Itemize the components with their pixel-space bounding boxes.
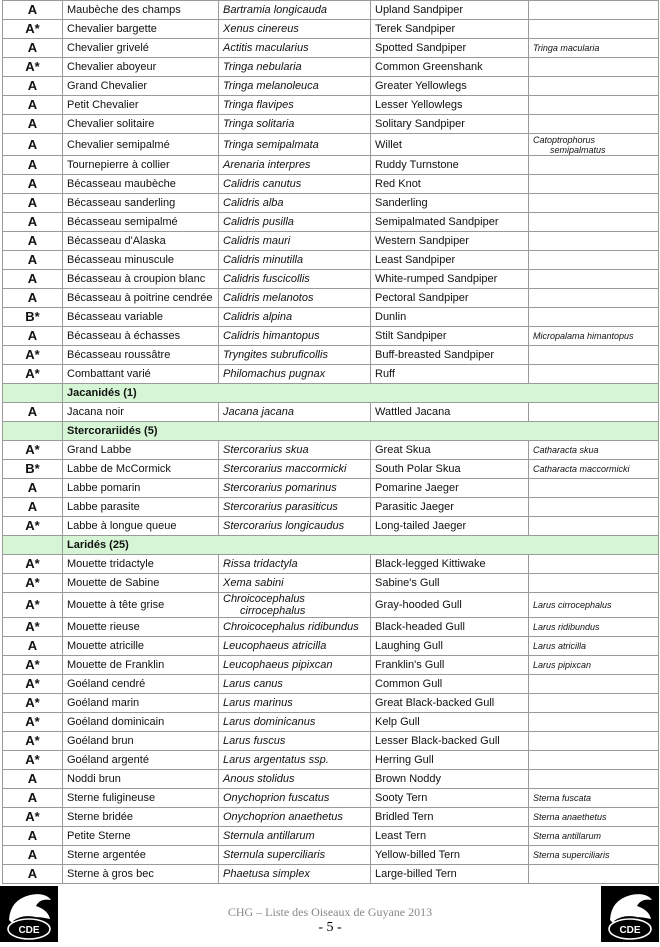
french-name: Goéland cendré (63, 675, 219, 694)
scientific-name: Tringa solitaria (219, 115, 371, 134)
status-code: A* (3, 58, 63, 77)
synonym (529, 115, 659, 134)
species-row (3, 289, 659, 308)
french-name: Goéland marin (63, 694, 219, 713)
english-name: Ruff (371, 365, 529, 384)
synonym (529, 732, 659, 751)
section-title: Laridés (25) (63, 536, 659, 555)
species-row (3, 115, 659, 134)
french-name: Combattant varié (63, 365, 219, 384)
status-code: A* (3, 517, 63, 536)
synonym-line: semipalmatus (550, 144, 606, 155)
status-code: A (3, 289, 63, 308)
scientific-name: Anous stolidus (219, 770, 371, 789)
status-code: B* (3, 460, 63, 479)
status-code: A (3, 232, 63, 251)
status-code: A (3, 865, 63, 884)
english-name: Red Knot (371, 175, 529, 194)
scientific-name: Calidris himantopus (219, 327, 371, 346)
french-name: Mouette à tête grise (63, 593, 219, 618)
english-name: Terek Sandpiper (371, 20, 529, 39)
english-name: Parasitic Jaeger (371, 498, 529, 517)
english-name: Greater Yellowlegs (371, 77, 529, 96)
logo-text: CDE (619, 925, 641, 936)
synonym (529, 365, 659, 384)
species-row (3, 365, 659, 384)
scientific-name: Stercorarius maccormicki (219, 460, 371, 479)
english-name: Buff-breasted Sandpiper (371, 346, 529, 365)
footer-title: CHG – Liste des Oiseaux de Guyane 2013 (227, 905, 433, 919)
species-row (3, 175, 659, 194)
species-row (3, 713, 659, 732)
status-code: A* (3, 732, 63, 751)
scientific-name: Calidris canutus (219, 175, 371, 194)
species-row (3, 270, 659, 289)
status-code: A (3, 270, 63, 289)
french-name: Mouette atricille (63, 637, 219, 656)
scientific-name: Bartramia longicauda (219, 1, 371, 20)
french-name: Noddi brun (63, 770, 219, 789)
french-name: Bécasseau semipalmé (63, 213, 219, 232)
status-code: A (3, 39, 63, 58)
english-name: Kelp Gull (371, 713, 529, 732)
english-name: Lesser Black-backed Gull (371, 732, 529, 751)
english-name: White-rumped Sandpiper (371, 270, 529, 289)
species-row (3, 403, 659, 422)
english-name: Sooty Tern (371, 789, 529, 808)
scientific-name: Stercorarius pomarinus (219, 479, 371, 498)
synonym (529, 175, 659, 194)
species-row (3, 789, 659, 808)
synonym: Larus cirrocephalus (529, 593, 659, 618)
page-number: - 5 - (318, 920, 342, 935)
english-name: Dunlin (371, 308, 529, 327)
scientific-name: Sternula antillarum (219, 827, 371, 846)
status-code: A (3, 96, 63, 115)
scientific-name: Stercorarius longicaudus (219, 517, 371, 536)
synonym (529, 1, 659, 20)
synonym: Micropalama himantopus (529, 327, 659, 346)
english-name: Willet (371, 134, 529, 156)
scientific-name: Calidris minutilla (219, 251, 371, 270)
status-code: A (3, 827, 63, 846)
bird-logo-icon (0, 886, 58, 942)
scientific-name: Jacana jacana (219, 403, 371, 422)
species-row (3, 479, 659, 498)
french-name: Labbe de McCormick (63, 460, 219, 479)
synonym (529, 194, 659, 213)
scientific-name: Tringa flavipes (219, 96, 371, 115)
species-row (3, 460, 659, 479)
species-row (3, 346, 659, 365)
english-name: Pectoral Sandpiper (371, 289, 529, 308)
synonym (529, 77, 659, 96)
french-name: Tournepierre à collier (63, 156, 219, 175)
status-code: A (3, 637, 63, 656)
scientific-name: Chroicocephalus ridibundus (219, 618, 371, 637)
synonym (529, 346, 659, 365)
species-row (3, 327, 659, 346)
species-row (3, 20, 659, 39)
synonym: Catharacta skua (529, 441, 659, 460)
status-code: A (3, 1, 63, 20)
species-row (3, 555, 659, 574)
scientific-name: Calidris fuscicollis (219, 270, 371, 289)
english-name: Great Black-backed Gull (371, 694, 529, 713)
status-code: A* (3, 555, 63, 574)
species-row (3, 637, 659, 656)
scientific-name: Arenaria interpres (219, 156, 371, 175)
species-row (3, 846, 659, 865)
english-name: Lesser Yellowlegs (371, 96, 529, 115)
english-name: Upland Sandpiper (371, 1, 529, 20)
french-name: Chevalier aboyeur (63, 58, 219, 77)
english-name: Black-legged Kittiwake (371, 555, 529, 574)
page-footer (150, 905, 510, 936)
species-row (3, 618, 659, 637)
species-row (3, 39, 659, 58)
french-name: Labbe à longue queue (63, 517, 219, 536)
status-code: A* (3, 694, 63, 713)
synonym (529, 232, 659, 251)
scientific-name: Larus dominicanus (219, 713, 371, 732)
status-code: A (3, 846, 63, 865)
species-row (3, 808, 659, 827)
section-spacer (3, 384, 63, 403)
synonym: Tringa macularia (529, 39, 659, 58)
scientific-name: Philomachus pugnax (219, 365, 371, 384)
synonym (529, 770, 659, 789)
scientific-name: Actitis macularius (219, 39, 371, 58)
english-name: Wattled Jacana (371, 403, 529, 422)
french-name: Mouette tridactyle (63, 555, 219, 574)
french-name: Mouette rieuse (63, 618, 219, 637)
synonym (529, 675, 659, 694)
scientific-name: Calidris melanotos (219, 289, 371, 308)
synonym (529, 20, 659, 39)
section-header-row (3, 384, 659, 403)
status-code: A (3, 327, 63, 346)
status-code: A* (3, 346, 63, 365)
french-name: Goéland brun (63, 732, 219, 751)
french-name: Maubèche des champs (63, 1, 219, 20)
english-name: Long-tailed Jaeger (371, 517, 529, 536)
synonym (529, 134, 659, 156)
status-code: A (3, 213, 63, 232)
synonym (529, 308, 659, 327)
status-code: A* (3, 751, 63, 770)
synonym (529, 270, 659, 289)
scientific-name: Tringa semipalmata (219, 134, 371, 156)
species-row (3, 593, 659, 618)
synonym (529, 213, 659, 232)
species-row (3, 732, 659, 751)
english-name: Least Sandpiper (371, 251, 529, 270)
french-name: Sterne fuligineuse (63, 789, 219, 808)
species-table (2, 0, 659, 884)
synonym (529, 289, 659, 308)
english-name: Laughing Gull (371, 637, 529, 656)
french-name: Petit Chevalier (63, 96, 219, 115)
french-name: Bécasseau minuscule (63, 251, 219, 270)
english-name: Black-headed Gull (371, 618, 529, 637)
scientific-name: Stercorarius parasiticus (219, 498, 371, 517)
species-row (3, 96, 659, 115)
english-name: Brown Noddy (371, 770, 529, 789)
english-name: Gray-hooded Gull (371, 593, 529, 618)
french-name: Sterne à gros bec (63, 865, 219, 884)
french-name: Bécasseau à croupion blanc (63, 270, 219, 289)
section-spacer (3, 422, 63, 441)
english-name: Bridled Tern (371, 808, 529, 827)
scientific-name: Xenus cinereus (219, 20, 371, 39)
english-name: Pomarine Jaeger (371, 479, 529, 498)
status-code: A (3, 403, 63, 422)
english-name: Great Skua (371, 441, 529, 460)
synonym-line: Catoptrophorus (533, 134, 596, 145)
french-name: Bécasseau à poitrine cendrée (63, 289, 219, 308)
synonym: Sterna antillarum (529, 827, 659, 846)
english-name: Sanderling (371, 194, 529, 213)
status-code: A* (3, 20, 63, 39)
french-name: Bécasseau à échasses (63, 327, 219, 346)
species-row (3, 574, 659, 593)
species-row (3, 656, 659, 675)
species-row (3, 58, 659, 77)
species-row (3, 694, 659, 713)
scientific-name: Larus canus (219, 675, 371, 694)
french-name: Labbe pomarin (63, 479, 219, 498)
species-row (3, 517, 659, 536)
french-name: Goéland dominicain (63, 713, 219, 732)
synonym (529, 403, 659, 422)
english-name: Ruddy Turnstone (371, 156, 529, 175)
status-code: A (3, 789, 63, 808)
french-name: Goéland argenté (63, 751, 219, 770)
french-name: Grand Chevalier (63, 77, 219, 96)
scientific-name: Calidris alba (219, 194, 371, 213)
english-name: Yellow-billed Tern (371, 846, 529, 865)
english-name: Common Gull (371, 675, 529, 694)
scientific-name: Leucophaeus atricilla (219, 637, 371, 656)
status-code: A (3, 115, 63, 134)
section-header-row (3, 536, 659, 555)
species-row (3, 675, 659, 694)
french-name: Labbe parasite (63, 498, 219, 517)
english-name: Common Greenshank (371, 58, 529, 77)
french-name: Petite Sterne (63, 827, 219, 846)
english-name: Franklin's Gull (371, 656, 529, 675)
scientific-name: Larus marinus (219, 694, 371, 713)
french-name: Chevalier semipalmé (63, 134, 219, 156)
synonym (529, 751, 659, 770)
species-row (3, 77, 659, 96)
species-row (3, 156, 659, 175)
synonym (529, 517, 659, 536)
species-row (3, 251, 659, 270)
english-name: Least Tern (371, 827, 529, 846)
synonym (529, 574, 659, 593)
status-code: A* (3, 675, 63, 694)
french-name: Chevalier bargette (63, 20, 219, 39)
species-row (3, 232, 659, 251)
french-name: Grand Labbe (63, 441, 219, 460)
synonym (529, 713, 659, 732)
status-code: A (3, 175, 63, 194)
section-header-row (3, 422, 659, 441)
synonym: Sterna fuscata (529, 789, 659, 808)
scientific-name: Onychoprion fuscatus (219, 789, 371, 808)
scientific-name: Calidris mauri (219, 232, 371, 251)
english-name: Herring Gull (371, 751, 529, 770)
synonym (529, 156, 659, 175)
french-name: Bécasseau roussâtre (63, 346, 219, 365)
french-name: Sterne bridée (63, 808, 219, 827)
french-name: Mouette de Franklin (63, 656, 219, 675)
cde-logo-right (601, 886, 659, 942)
french-name: Bécasseau sanderling (63, 194, 219, 213)
species-row (3, 770, 659, 789)
species-row (3, 441, 659, 460)
synonym: Larus ridibundus (529, 618, 659, 637)
synonym (529, 694, 659, 713)
synonym (529, 251, 659, 270)
synonym (529, 96, 659, 115)
status-code: A* (3, 593, 63, 618)
scientific-name: Sternula superciliaris (219, 846, 371, 865)
french-name: Mouette de Sabine (63, 574, 219, 593)
species-row (3, 213, 659, 232)
status-code: A (3, 251, 63, 270)
scientific-name: Tringa melanoleuca (219, 77, 371, 96)
status-code: A (3, 156, 63, 175)
status-code: A (3, 479, 63, 498)
english-name: Stilt Sandpiper (371, 327, 529, 346)
scientific-name: Tringa nebularia (219, 58, 371, 77)
french-name: Chevalier grivelé (63, 39, 219, 58)
scientific-name: Calidris alpina (219, 308, 371, 327)
species-row (3, 865, 659, 884)
scientific-name: Onychoprion anaethetus (219, 808, 371, 827)
scientific-name: Xema sabini (219, 574, 371, 593)
synonym (529, 555, 659, 574)
status-code: A* (3, 574, 63, 593)
french-name: Sterne argentée (63, 846, 219, 865)
english-name: Solitary Sandpiper (371, 115, 529, 134)
synonym (529, 58, 659, 77)
status-code: A* (3, 618, 63, 637)
status-code: A (3, 194, 63, 213)
english-name: South Polar Skua (371, 460, 529, 479)
species-row (3, 827, 659, 846)
status-code: A (3, 77, 63, 96)
species-row (3, 308, 659, 327)
synonym (529, 479, 659, 498)
bird-logo-icon (601, 886, 659, 942)
english-name: Sabine's Gull (371, 574, 529, 593)
synonym: Sterna superciliaris (529, 846, 659, 865)
synonym: Catharacta maccormicki (529, 460, 659, 479)
scientific-name: Stercorarius skua (219, 441, 371, 460)
status-code: A (3, 498, 63, 517)
synonym: Larus pipixcan (529, 656, 659, 675)
scientific-name: Tryngites subruficollis (219, 346, 371, 365)
status-code: A* (3, 656, 63, 675)
species-row (3, 1, 659, 20)
english-name: Spotted Sandpiper (371, 39, 529, 58)
status-code: A (3, 134, 63, 156)
french-name: Chevalier solitaire (63, 115, 219, 134)
section-title: Stercorariidés (5) (63, 422, 659, 441)
status-code: A* (3, 713, 63, 732)
synonym: Sterna anaethetus (529, 808, 659, 827)
cde-logo-left (0, 886, 58, 942)
synonym (529, 865, 659, 884)
scientific-name: Phaetusa simplex (219, 865, 371, 884)
species-row (3, 134, 659, 156)
status-code: A* (3, 441, 63, 460)
status-code: B* (3, 308, 63, 327)
english-name: Western Sandpiper (371, 232, 529, 251)
scientific-name: Leucophaeus pipixcan (219, 656, 371, 675)
scientific-name: Larus argentatus ssp. (219, 751, 371, 770)
scientific-name: Rissa tridactyla (219, 555, 371, 574)
species-row (3, 194, 659, 213)
scientific-name (219, 593, 371, 618)
logo-text: CDE (18, 925, 40, 936)
status-code: A* (3, 365, 63, 384)
scientific-name-line: Chroicocephalus (223, 593, 305, 605)
status-code: A* (3, 808, 63, 827)
scientific-name: Calidris pusilla (219, 213, 371, 232)
french-name: Bécasseau d'Alaska (63, 232, 219, 251)
french-name: Bécasseau variable (63, 308, 219, 327)
synonym: Larus atricilla (529, 637, 659, 656)
section-spacer (3, 536, 63, 555)
section-title: Jacanidés (1) (63, 384, 659, 403)
species-row (3, 751, 659, 770)
french-name: Jacana noir (63, 403, 219, 422)
scientific-name: Larus fuscus (219, 732, 371, 751)
english-name: Large-billed Tern (371, 865, 529, 884)
french-name: Bécasseau maubèche (63, 175, 219, 194)
status-code: A (3, 770, 63, 789)
species-row (3, 498, 659, 517)
synonym (529, 498, 659, 517)
scientific-name-line: cirrocephalus (240, 605, 306, 617)
english-name: Semipalmated Sandpiper (371, 213, 529, 232)
